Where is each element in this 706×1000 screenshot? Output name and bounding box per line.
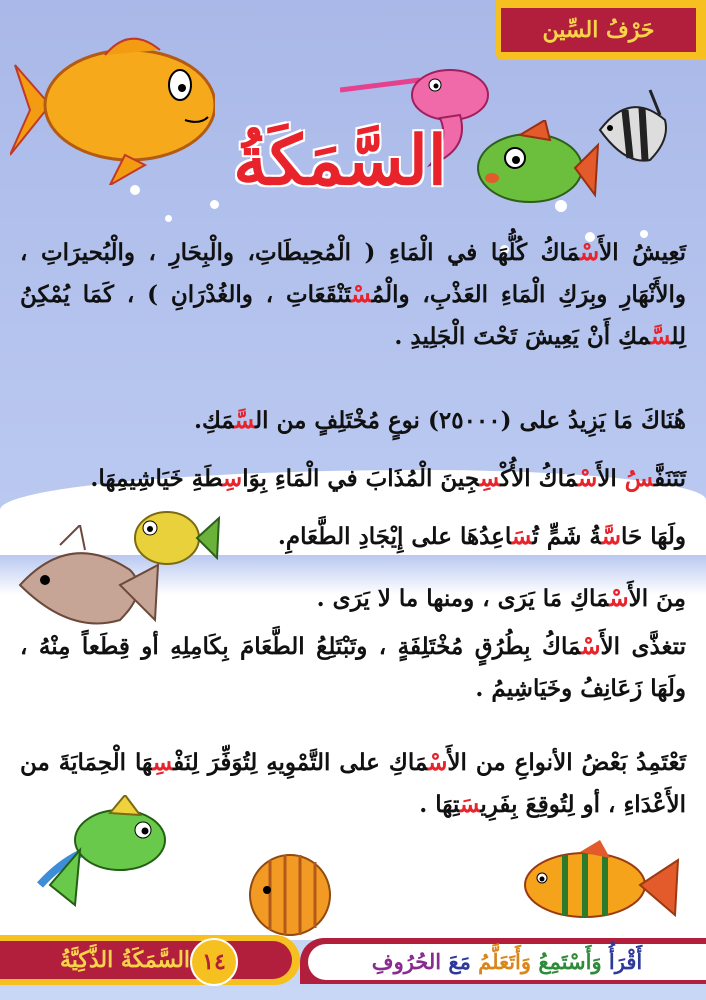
paragraph-text: تَتَنَفَّسُ الأَسْمَاكُ الأُكْسِجِينَ الْمُذَابَ في الْمَاءِ بِوَاسِطَةِ خَيَاشِيمِهَا. <box>90 465 686 492</box>
discus-fish-illustration <box>245 850 335 940</box>
paragraph-smell <box>230 516 686 558</box>
letter-tag: حَرْفُ السِّين <box>501 8 696 52</box>
bubble <box>165 215 172 222</box>
page-title: السَّمَكَةُ <box>233 120 447 201</box>
footer-book-band <box>0 941 292 979</box>
striped-fish-illustration <box>520 840 680 925</box>
paragraph-text: تتغذَّى الأَسْمَاكُ بِطُرُقٍ مُخْتَلِفَةٍ ، وتَبْتَلِعُ الطَّعَامَ بِكَامِلِهِ أو قِطَعاً مِنْهُ ، ولَهَا زَعَانِفُ وخَيَاشِيمُ . <box>20 633 686 702</box>
series-word: وَأَسْتَمِعُ <box>538 949 602 974</box>
series-word: أَقْرَأُ <box>608 949 643 974</box>
paragraph-text: تَعْتَمِدُ بَعْضُ الأنواعِ من الأَسْمَاكِ على التَّمْوِيهِ لِتُوَفِّرَ لِنَفْسِهَا الْحِمَايَةَ من الأَعْدَاءِ ، أو لِتُوقِعَ بِفَرِيسَتِهَا . <box>20 749 686 818</box>
paragraph-feeding <box>20 626 686 710</box>
letter-tag-frame <box>496 0 706 60</box>
paragraph-species-count <box>20 400 686 442</box>
page-number: ١٤ <box>190 938 238 986</box>
green-fish-illustration <box>470 120 600 210</box>
series-word: الحُرُوفِ <box>371 949 442 974</box>
paragraph-text: تَعِيشُ الأَسْمَاكُ كُلُّهَا في الْمَاءِ ( الْمُحِيطَاتِ، والْبِحَارِ ، والْبُحيرَاتِ ، والأَنْهَارِ وبِرَكِ الْمَاءِ العَذْبِ، والْمُسْتَنْقَعَاتِ ، والغُدْرَانِ ) ، كَمَا يُمْكِنُ لِلسَّمكِ أَنْ يَعِيشَ تَحْتَ الْجَلِيدِ . <box>20 239 687 350</box>
bubble <box>210 200 219 209</box>
paragraph-sight <box>160 578 686 620</box>
paragraph-breathing <box>20 458 686 500</box>
footer-book-frame <box>0 935 300 985</box>
paragraph-text: مِنَ الأَسْمَاكِ مَا يَرَى ، ومنها ما لا يَرَى . <box>316 585 686 612</box>
footer-series-band <box>308 944 706 980</box>
orange-fish-illustration <box>10 25 215 185</box>
green-leaping-fish-illustration <box>25 795 175 915</box>
angelfish-illustration <box>590 80 680 175</box>
grey-fish-illustration <box>10 525 160 640</box>
footer-series-frame <box>300 938 706 984</box>
bubble <box>130 185 140 195</box>
book-title: السَّمَكَةُ الذَّكِيَّةُ <box>59 947 191 973</box>
paragraph-text: هُنَاكَ مَا يَزِيدُ على (٢٥٠٠٠) نوعٍ مُخْتَلِفٍ من السَّمَكِ. <box>193 407 686 434</box>
series-title <box>308 944 706 980</box>
paragraph-habitat <box>20 232 686 358</box>
paragraph-text: ولَهَا حَاسَّةُ شَمٍّ تُسَاعِدُهَا على إِيْجَادِ الطَّعَامِ. <box>277 523 686 550</box>
series-word: وَأَتَعَلَّمُ <box>478 949 532 974</box>
series-word: مَعَ <box>448 949 471 974</box>
